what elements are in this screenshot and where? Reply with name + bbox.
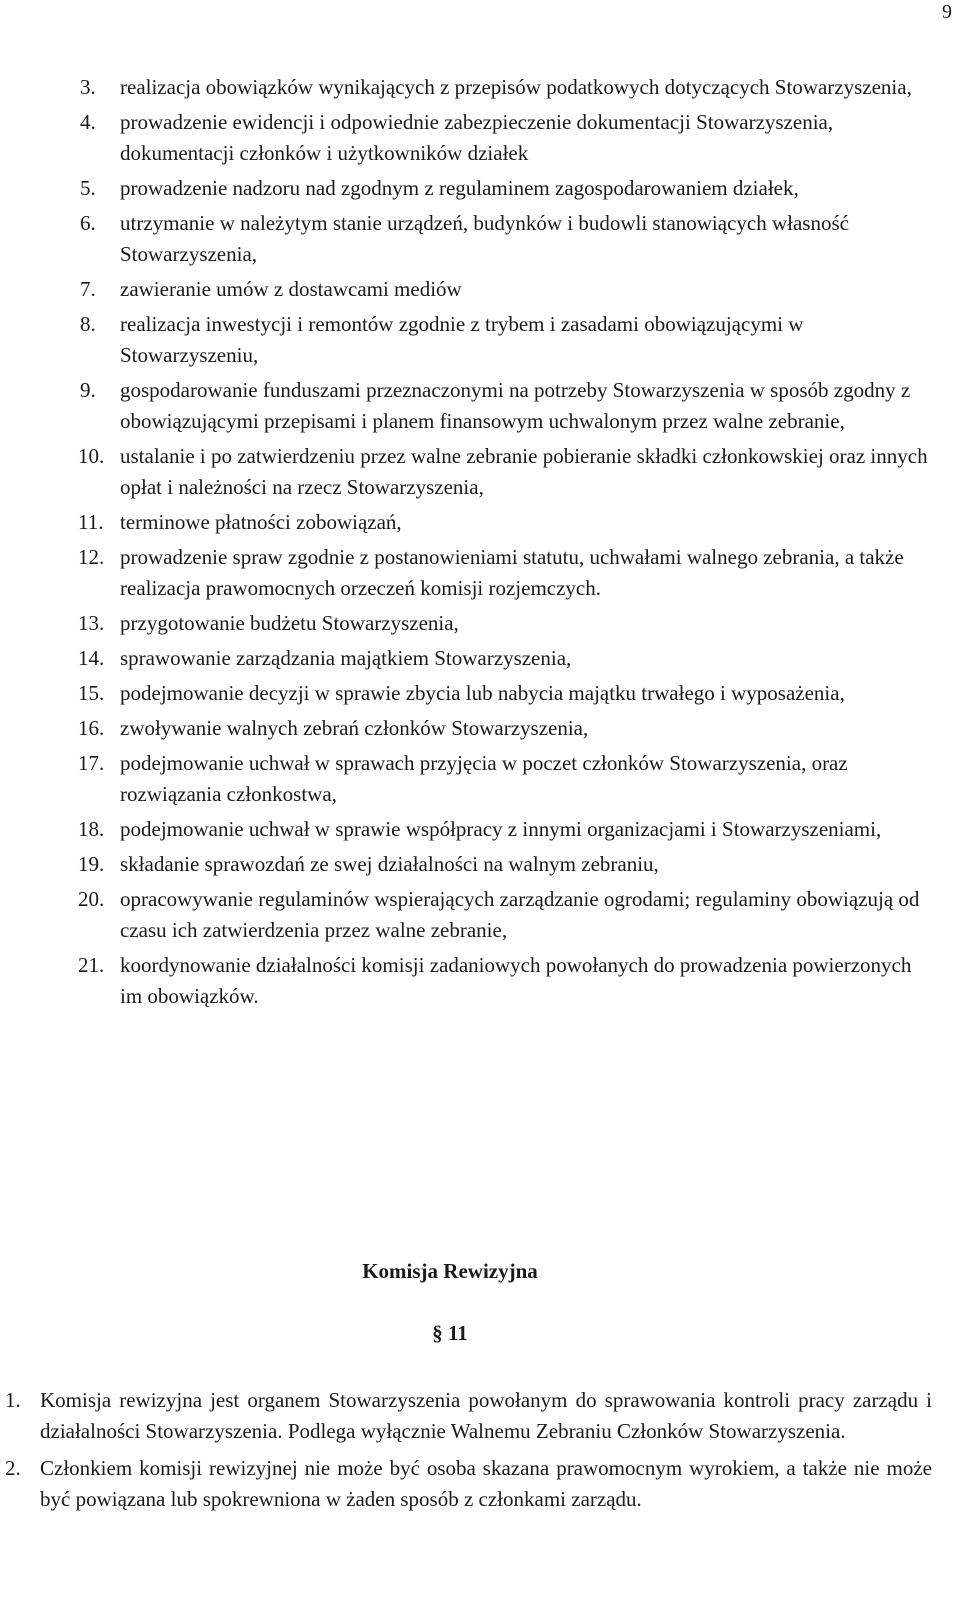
item-text: terminowe płatności zobowiązań, [120, 510, 402, 534]
paragraph-number: § 11 [432, 1321, 468, 1345]
list-item [0, 107, 960, 169]
list-item [0, 441, 960, 503]
list-item [0, 173, 960, 204]
item-number: 1. [5, 1388, 21, 1412]
item-number: 20. [78, 887, 105, 911]
list-item [0, 542, 960, 604]
item-text: składanie sprawozdań ze swej działalności na walnym zebraniu, [120, 852, 659, 876]
list-item [0, 274, 960, 305]
item-number: 12. [78, 545, 105, 569]
item-text: sprawowanie zarządzania majątkiem Stowarzyszenia, [120, 646, 572, 670]
list-item [0, 208, 960, 270]
item-text: realizacja obowiązków wynikających z przepisów podatkowych dotyczących Stowarzyszenia, [120, 75, 912, 99]
item-text: podejmowanie decyzji w sprawie zbycia lub nabycia majątku trwałego i wyposażenia, [120, 681, 845, 705]
item-number: 13. [78, 611, 105, 635]
item-number: 9. [80, 378, 96, 402]
list-item [0, 507, 960, 538]
list-item [0, 849, 960, 880]
item-text: Członkiem komisji rewizyjnej nie może być osoba skazana prawomocnym wyrokiem, a także nie może być powiązana lub spokrewniona w żaden sposób z członkami zarządu. [40, 1456, 932, 1511]
list-item [0, 678, 960, 709]
item-text: podejmowanie uchwał w sprawach przyjęcia w poczet członków Stowarzyszenia, oraz rozwiązania członkostwa, [120, 751, 848, 806]
item-number: 15. [78, 681, 105, 705]
list-item [0, 72, 960, 103]
list-item [0, 1453, 960, 1515]
item-number: 7. [80, 277, 96, 301]
item-text: podejmowanie uchwał w sprawie współpracy z innymi organizacjami i Stowarzyszeniami, [120, 817, 882, 841]
audit-committee-list [0, 1385, 960, 1521]
section-heading: Komisja Rewizyjna [362, 1259, 538, 1283]
item-text: ustalanie i po zatwierdzeniu przez walne zebranie pobieranie składki członkowskiej oraz innych opłat i należności na rzecz Stowarzyszenia, [120, 444, 928, 499]
item-number: 5. [80, 176, 96, 200]
item-number: 18. [78, 817, 105, 841]
list-item [0, 884, 960, 946]
item-text: zwoływanie walnych zebrań członków Stowarzyszenia, [120, 716, 589, 740]
item-text: koordynowanie działalności komisji zadaniowych powołanych do prowadzenia powierzonych im obowiązków. [120, 953, 912, 1008]
item-number: 8. [80, 312, 96, 336]
item-number: 21. [78, 953, 105, 977]
item-text: przygotowanie budżetu Stowarzyszenia, [120, 611, 459, 635]
list-item [0, 608, 960, 639]
item-text: prowadzenie nadzoru nad zgodnym z regulaminem zagospodarowaniem działek, [120, 176, 799, 200]
item-number: 6. [80, 211, 96, 235]
item-number: 4. [80, 110, 96, 134]
list-item [0, 643, 960, 674]
item-text: gospodarowanie funduszami przeznaczonymi na potrzeby Stowarzyszenia w sposób zgodny z obowiązującymi przepisami i planem finansowym uchwalonym przez walne zebranie, [120, 378, 911, 433]
list-item [0, 713, 960, 744]
list-item [0, 1385, 960, 1447]
list-item [0, 748, 960, 810]
item-number: 14. [78, 646, 105, 670]
item-text: zawieranie umów z dostawcami mediów [120, 277, 462, 301]
item-number: 10. [78, 444, 105, 468]
item-number: 2. [5, 1456, 21, 1480]
item-number: 3. [80, 75, 96, 99]
list-item [0, 814, 960, 845]
list-item [0, 375, 960, 437]
item-text: Komisja rewizyjna jest organem Stowarzyszenia powołanym do sprawowania kontroli pracy zarządu i działalności Stowarzyszenia. Podlega wyłącznie Walnemu Zebraniu Członków Stowarzyszenia. [40, 1388, 932, 1443]
page-number: 9 [942, 1, 952, 23]
item-number: 19. [78, 852, 105, 876]
item-number: 17. [78, 751, 105, 775]
item-text: opracowywanie regulaminów wspierających zarządzanie ogrodami; regulaminy obowiązują od czasu ich zatwierdzenia przez walne zebranie, [120, 887, 920, 942]
item-text: utrzymanie w należytym stanie urządzeń, budynków i budowli stanowiących własność Stowarzyszenia, [120, 211, 849, 266]
item-text: prowadzenie ewidencji i odpowiednie zabezpieczenie dokumentacji Stowarzyszenia, dokumentacji członków i użytkowników działek [120, 110, 834, 165]
list-item [0, 309, 960, 371]
list-item [0, 950, 960, 1012]
item-text: prowadzenie spraw zgodnie z postanowieniami statutu, uchwałami walnego zebrania, a także realizacja prawomocnych orzeczeń komisji rozjemczych. [120, 545, 904, 600]
item-text: realizacja inwestycji i remontów zgodnie z trybem i zasadami obowiązującymi w Stowarzyszeniu, [120, 312, 804, 367]
item-number: 11. [78, 510, 104, 534]
item-number: 16. [78, 716, 105, 740]
board-duties-list [0, 72, 960, 1016]
